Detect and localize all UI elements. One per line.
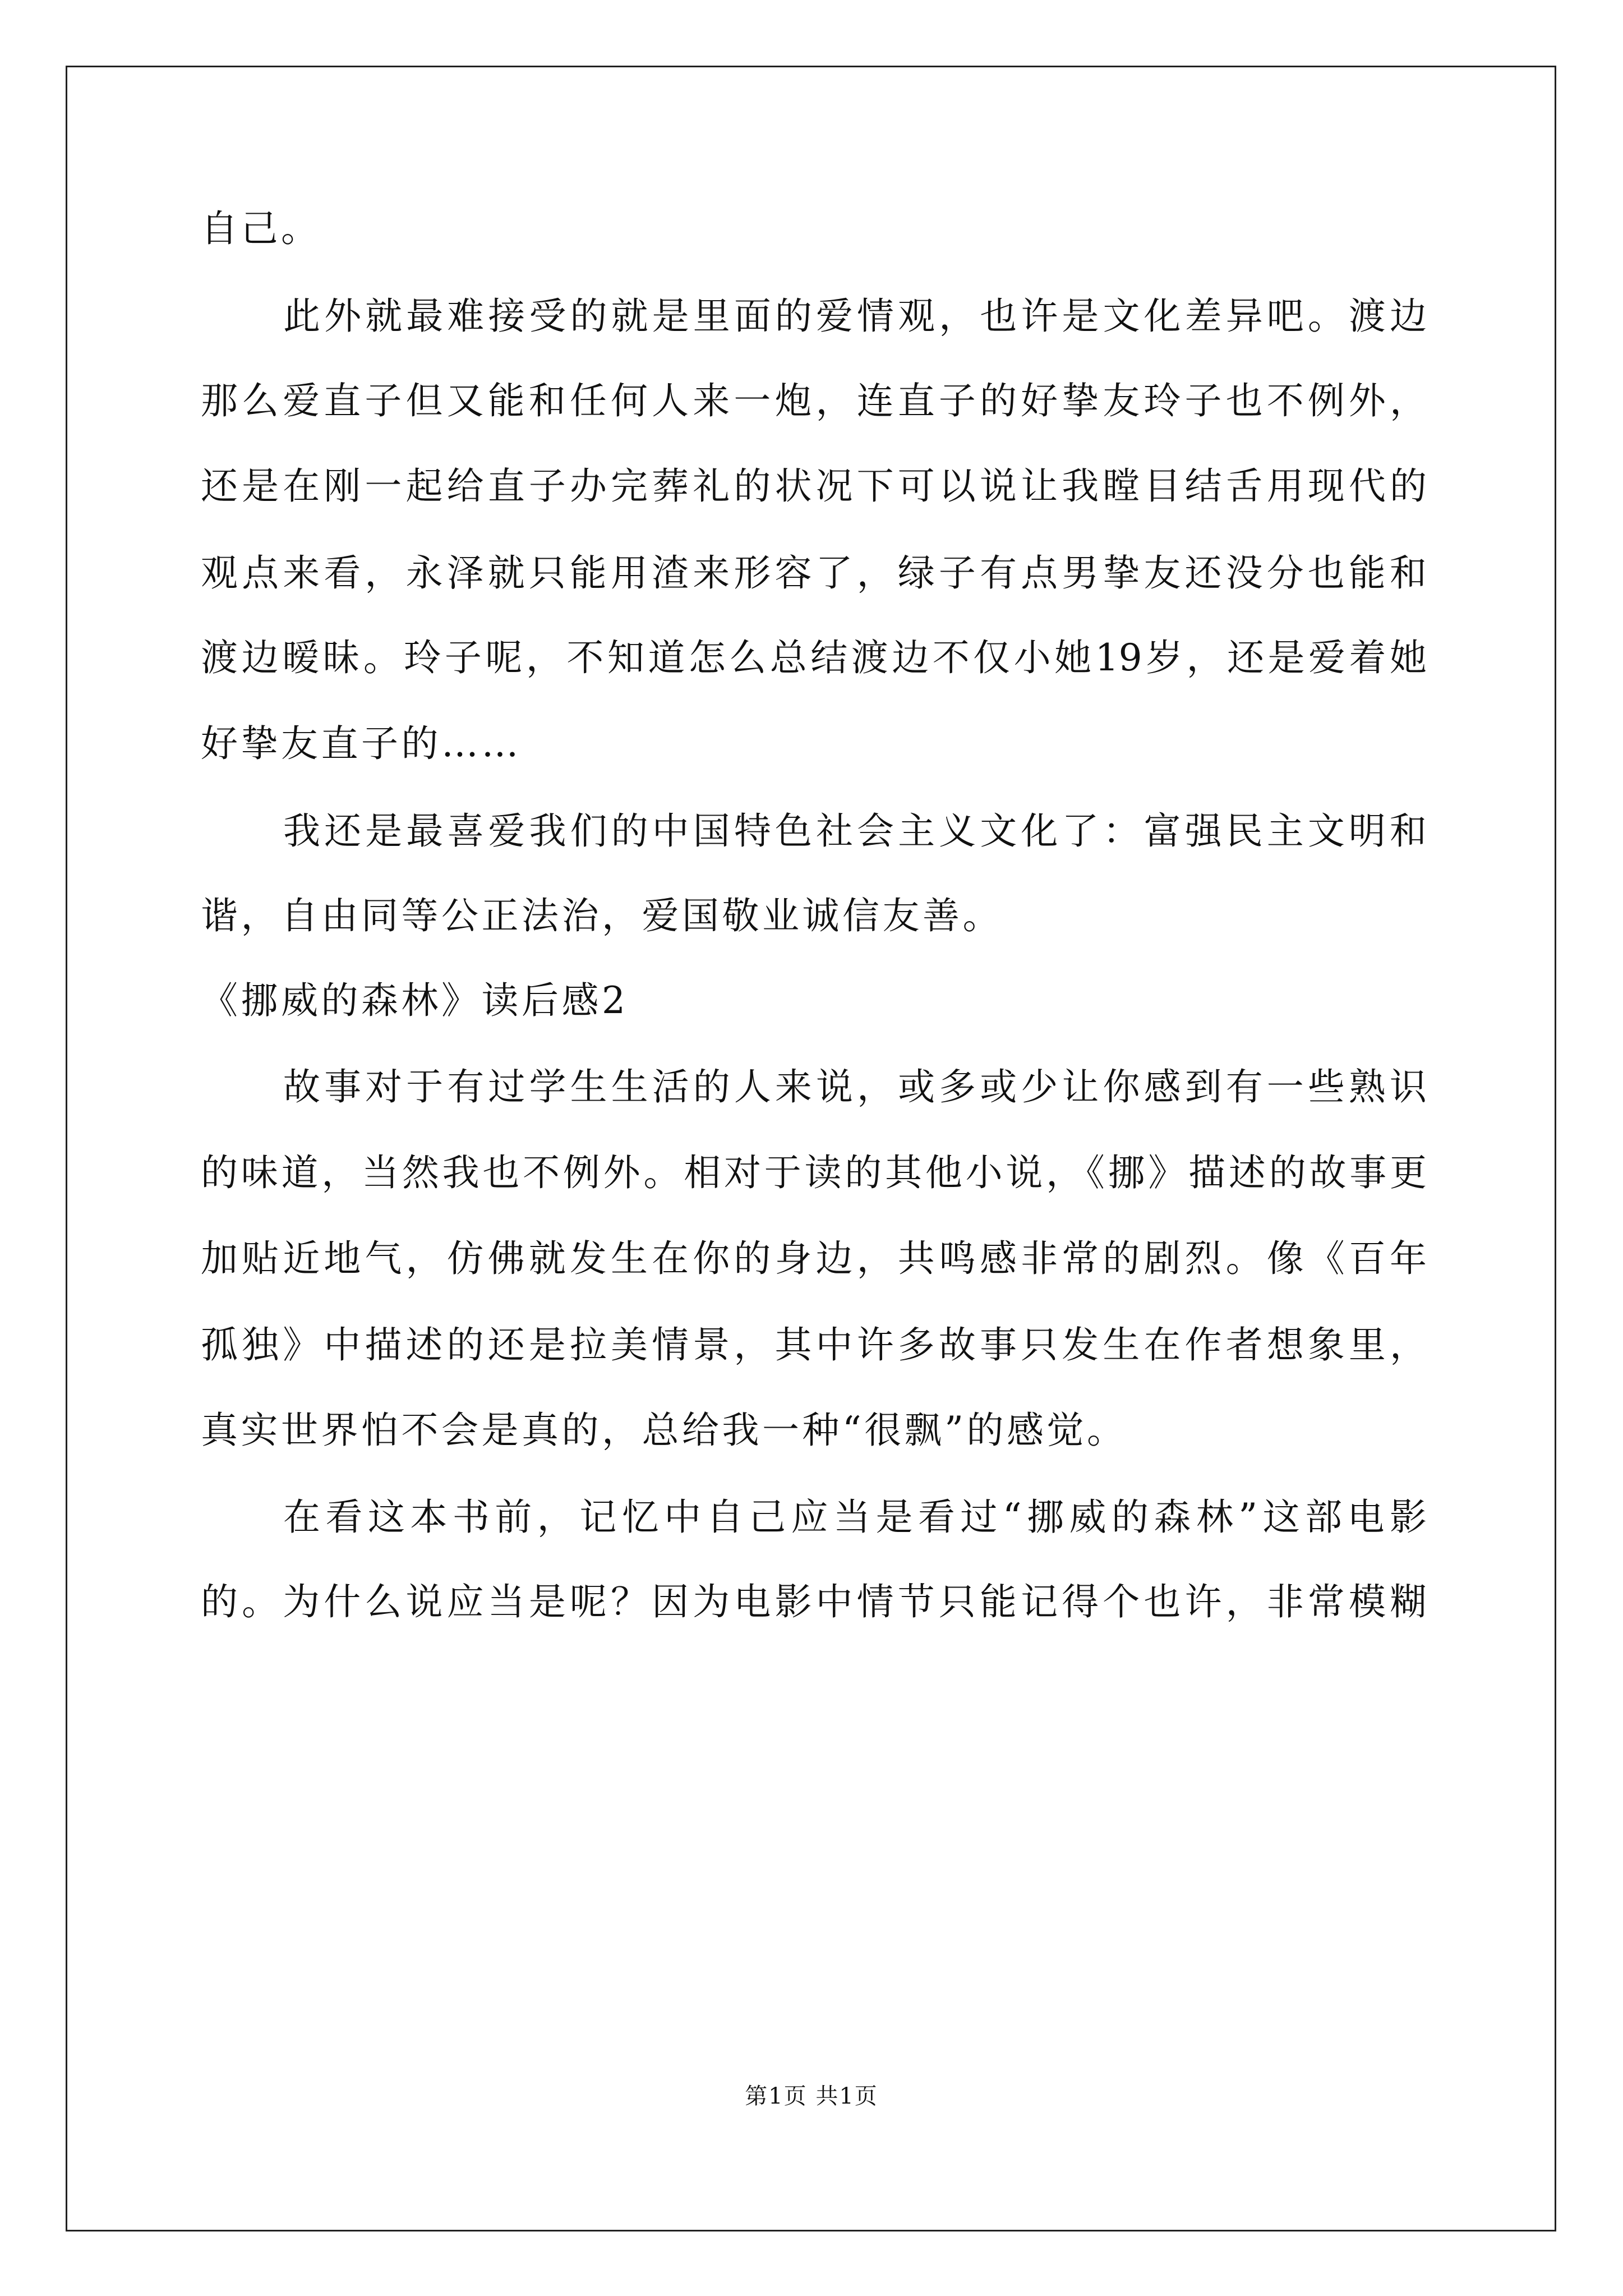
body-line: 在看这本书前，记忆中自己应当是看过“挪威的森林”这部电影 [283, 1496, 1427, 1539]
body-line: 谐，自由同等公正法治，爱国敬业诚信友善。 [201, 894, 1003, 937]
body-line: 的味道，当然我也不例外。相对于读的其他小说，《挪》描述的故事更 [201, 1151, 1427, 1194]
body-line: 孤独》中描述的还是拉美情景，其中许多故事只发生在作者想象里， [201, 1323, 1427, 1366]
body-line: 渡边暧昧。玲子呢，不知道怎么总结渡边不仅小她19岁，还是爱着她 [201, 636, 1427, 679]
body-line: 故事对于有过学生生活的人来说，或多或少让你感到有一些熟识 [283, 1065, 1427, 1108]
body-line: 此外就最难接受的就是里面的爱情观，也许是文化差异吧。渡边 [283, 295, 1427, 338]
section-heading: 《挪威的森林》读后感2 [201, 979, 629, 1022]
body-line: 那么爱直子但又能和任何人来一炮，连直子的好挚友玲子也不例外， [201, 379, 1427, 422]
body-line: 我还是最喜爱我们的中国特色社会主义文化了：富强民主文明和 [283, 809, 1427, 853]
body-line: 加贴近地气，仿佛就发生在你的身边，共鸣感非常的剧烈。像《百年 [201, 1237, 1427, 1280]
body-line: 真实世界怕不会是真的，总给我一种“很飘”的感觉。 [201, 1409, 1127, 1452]
body-line: 好挚友直子的…… [201, 722, 522, 765]
body-line: 还是在刚一起给直子办完葬礼的状况下可以说让我瞠目结舌用现代的 [201, 464, 1427, 508]
body-line: 观点来看，永泽就只能用渣来形容了，绿子有点男挚友还没分也能和 [201, 551, 1427, 595]
body-line: 的。为什么说应当是呢？因为电影中情节只能记得个也许，非常模糊 [201, 1580, 1427, 1623]
body-line: 自己。 [201, 207, 321, 250]
page-number-footer: 第1页 共1页 [745, 2083, 878, 2109]
